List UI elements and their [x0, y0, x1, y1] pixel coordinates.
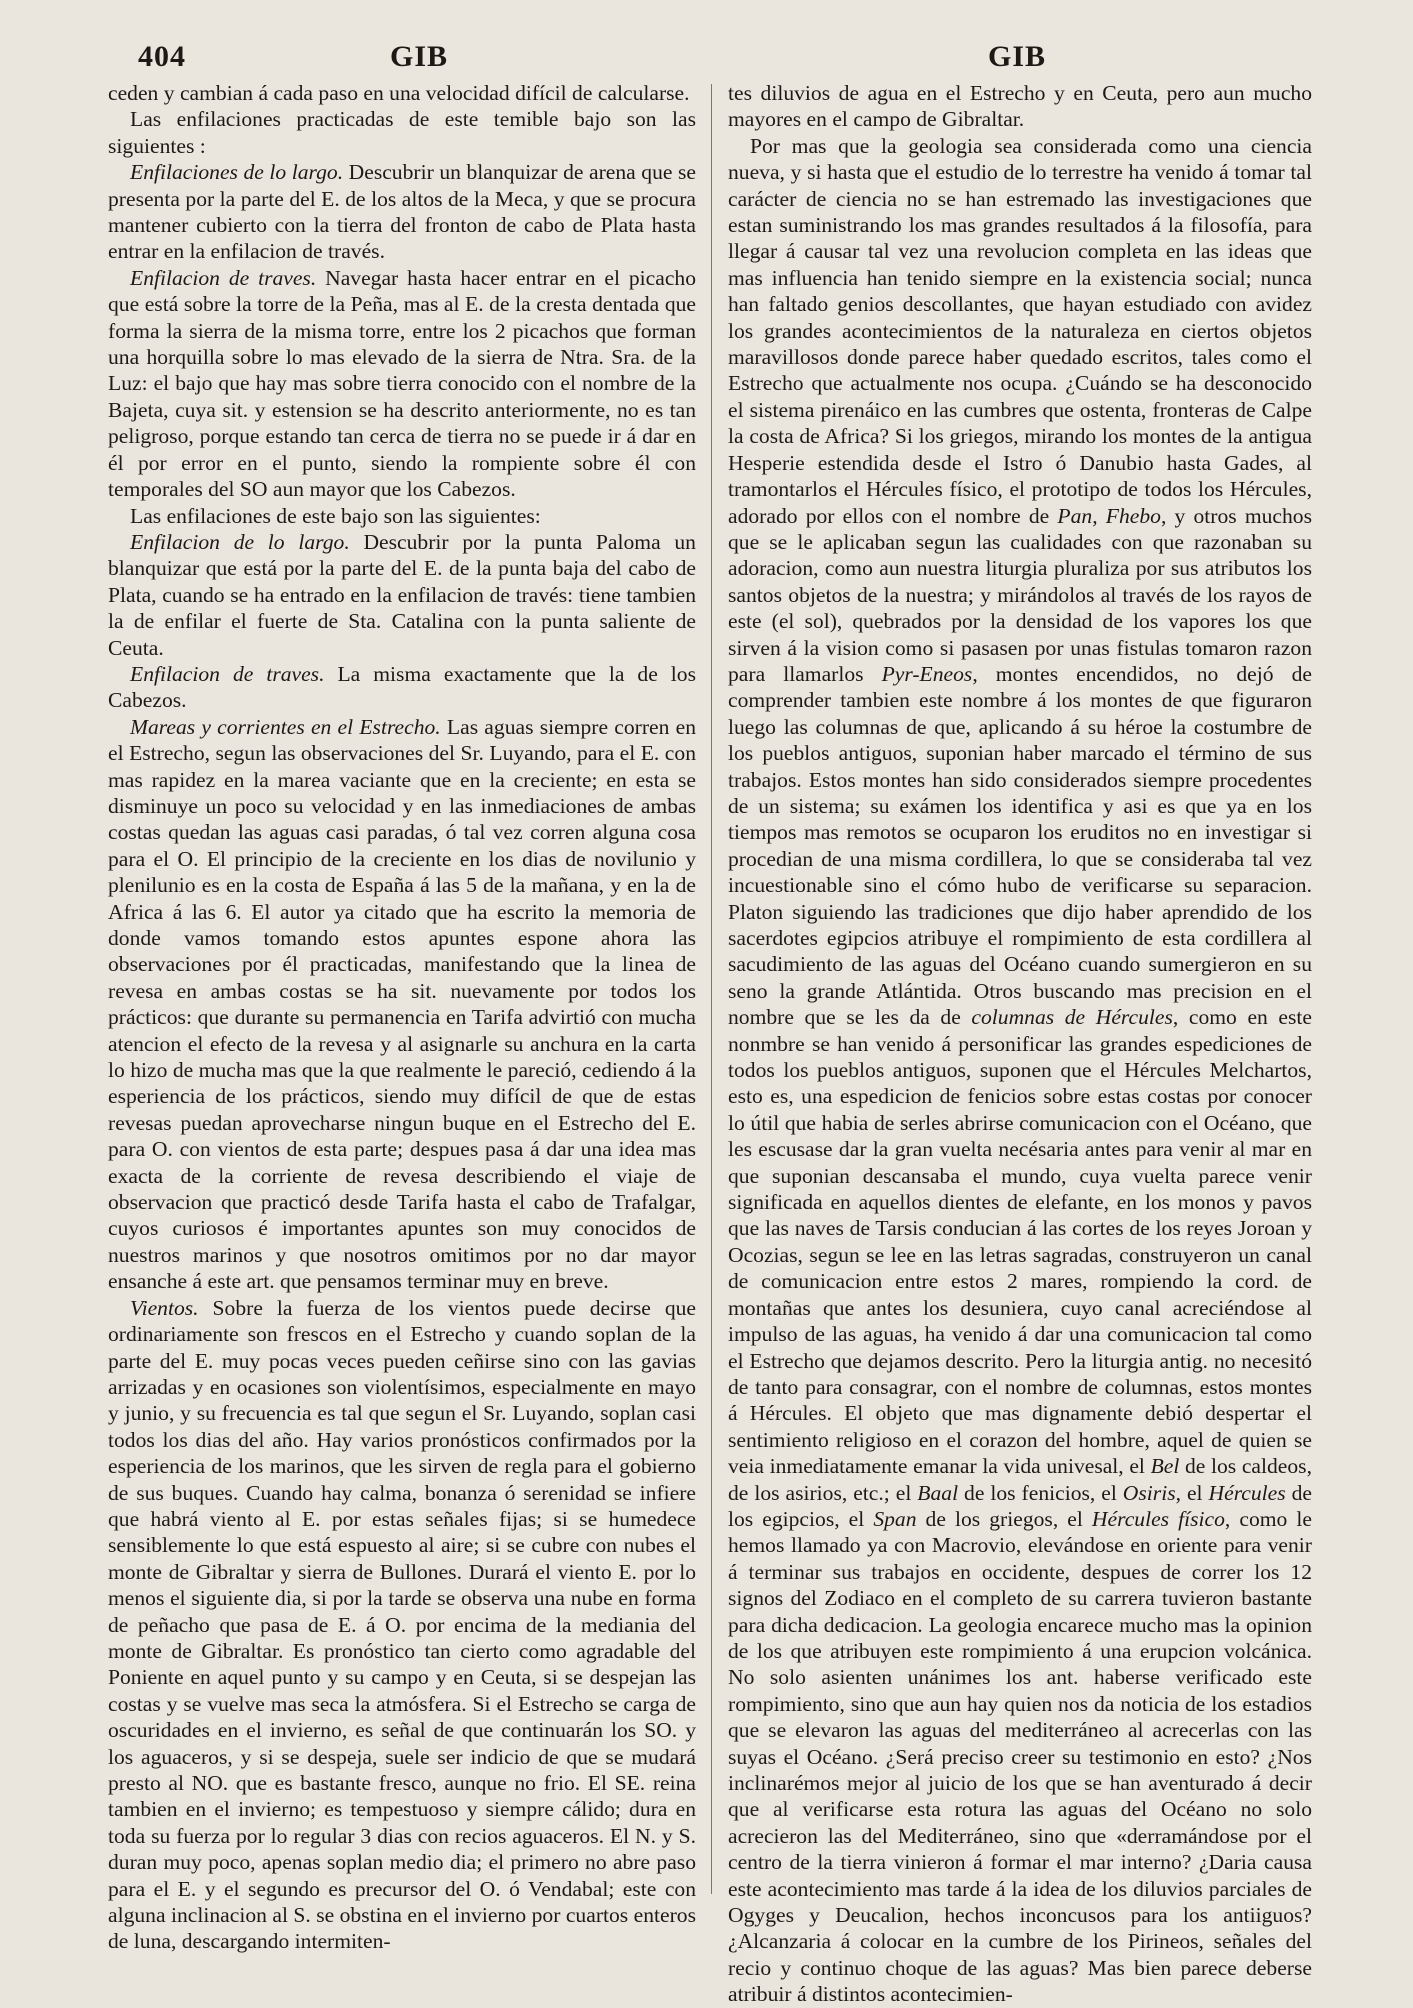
left-column	[108, 80, 697, 1954]
right-paragraph: Por mas que la geologia sea considerada como una ciencia nueva, y si hasta que el estudio de lo terrestre ha venido á tomar tal carácter de ciencia no se han estremado las investigaciones que estan suministrando los mas grandes resultados á la filosofía, para llegar á causar tal vez una revolucion completa en las ideas que mas influencia han tenido siempre en la existencia social; nunca han faltado genios descollantes, que hayan estudiado con avidez los grandes acontecimientos de la naturaleza en ciertos objetos maravillosos donde parece haber quedado escritos, tales como el Estrecho que actualmente nos ocupa. ¿Cuándo se ha desconocido el sistema pirenáico en las cumbres que ostenta, fronteras de Calpe la costa de Africa? Si los griegos, mirando los montes de la antigua Hesperie estendida desde el Istro ó Danubio hasta Gades, al tramontarlos el Hércules físico, el prototipo de todos los Hércules, adorado por ellos con el nombre de Pan, Fhebo, y otros muchos que se le aplicaban segun las cualidades con que razonaban su adoracion, como aun nuestra liturgia pluraliza por sus atributos los santos objetos de la nuestra; y mirándolos al través de los rayos de este (el sol), quebrados por la densidad de los vapores los que sirven á la vision como si pasasen por unas fistulas tomaron razon para llamarlos Pyr-Eneos, montes encendidos, no dejó de comprender tambien este nombre á los montes de que figuraron luego las columnas de que, aplicando á su héroe la costumbre de los pueblos antiguos, suponian haber marcado el término de sus trabajos. Estos montes han sido considerados siempre procedentes de un sistema; su exámen los identifica y asi es que ya en los tiempos mas remotos se ocuparon los eruditos no en investigar si procedian de una misma cordillera, lo que se consideraba tal vez incuestionable sino el cómo hubo de verificarse su separacion. Platon siguiendo las tradiciones que dijo haber aprendido de los sacerdotes egipcios atribuye el rompimiento de esta cordillera al sacudimiento de las aguas del Océano cuando sumergieron en su seno la grande Atlántida. Otros buscando mas precision en el nombre que se les da de columnas de Hércules, como en este nonmbre se han venido á personificar las grandes espediciones de todos los pueblos antiguos, suponen que el Hércules Melchartos, esto es, una espedicion de fenicios sobre estas costas por conocer lo útil que habia de serles abrirse comunicacion con el Océano, que les escusase dar la gran vuelta necésaria antes para venir al mar en que suponian descansaba el mundo, cuya vuelta parece venir significada en aquellos dientes de elefante, en los monos y pavos que las naves de Tarsis conducian á las cortes de los reyes Joroan y Ocozias, segun se lee en las letras sagradas, construyeron un canal de comunicacion entre estos 2 mares, rompiendo la cord. de montañas que antes los desuniera, cuyo canal acreciéndose al impulso de las aguas, ha venido á dar una comunicacion tal como el Estrecho que dejamos descrito. Pero la liturgia antig. no necesitó de tanto para consagrar, con el nombre de columnas, estos montes á Hércules. El objeto que mas dignamente debió despertar el sentimiento religioso en el corazon del hombre, aquel de quien se veia inmediatamente emanar la vida univesal, el Bel de los caldeos, de los asirios, etc.; el Baal de los fenicios, el Osiris, el Hércules de los egipcios, el Span de los griegos, el Hércules físico, como le hemos llamado ya con Macrovio, elevándose en oriente para venir á terminar sus trabajos en occidente, despues de correr los 12 signos del Zodiaco en el completo de su carrera tuvieron bastante para dicha dedicacion. La geologia encarece mucho mas la opinion de los que atribuyen este rompimiento á una erupcion volcánica. No solo asienten unánimes los ant. haberse verificado este rompimiento, sino que aun hay quien nos da noticia de los estadios que se elevaron las aguas del mediterráneo al acrecerlas con las suyas el Océano. ¿Será preciso creer su testimonio en esto? ¿Nos inclinarémos mejor al juicio de los que se han aventurado á decir que al verificarse esta rotura las aguas del Océano no solo acrecieron las del Mediterráneo, sino que «derramándose por el centro de la tierra vinieron á formar el mar interno? ¿Daria causa este acontecimiento mas tarde á la idea de los diluvios parciales de Ogyges y Deucalion, hechos inconcusos para los antiiguos? ¿Alcanzaria á colocar en la cumbre de los Pirineos, señales del recio y continuo choque de las aguas? Mas bien parece deberse atribuir á distintos acontecimien-	[728, 133, 1313, 2007]
left-paragraph: Enfilaciones de lo largo. Descubrir un blanquizar de arena que se presenta por la parte del E. de los altos de la Meca, y que se procura mantener cubierto con la tierra del fronton de cabo de Plata hasta entrar en la enfilacion de través.	[108, 160, 696, 264]
italic-term: Pan	[1057, 503, 1093, 528]
left-paragraph: Enfilacion de traves. La misma exactamente que la de los Cabezos.	[108, 661, 697, 713]
left-paragraph: Las enfilaciones practicadas de este temible bajo son las siguientes :	[108, 107, 696, 158]
page-number: 404	[138, 40, 186, 73]
left-paragraph: Las enfilaciones de este bajo son las siguientes:	[130, 503, 541, 528]
italic-term: Fhebo	[1105, 503, 1161, 528]
left-paragraph: Mareas y corrientes en el Estrecho. Las aguas siempre corren en el Estrecho, segun las observaciones del Sr. Luyando, para el E. con mas rapidez en la marea vaciante que en la creciente; en esta se disminuye un poco su velocidad y en las inmediaciones de ambas costas quedan las aguas casi paradas, ó tal vez corren alguna cosa para el O. El principio de la creciente en los dias de novilunio y plenilunio es en la costa de España á las 5 de la mañana, y en la de Africa á las 6. El autor ya citado que ha escrito la memoria de donde vamos tomando estos apuntes espone ahora las observaciones por él practicadas, manifestando que la linea de revesa en ambas costas se ha sit. nuevamente por todos los prácticos: que durante su permanencia en Tarifa advirtió con mucha atencion el efecto de la revesa y al asignarle su anchura en la carta lo hizo de mucha mas que la que realmente le pareció, cediendo á la esperiencia de los prácticos, siendo muy difícil de que de estas revesas puedan aprovecharse ningun buque en el Estrecho del E. para O. con vientos de esta parte; despues pasa á dar una idea mas exacta de la corriente de revesa describiendo el viaje de observacion que practicó desde Tarifa hasta el cabo de Trafalgar, cuyos curiosos é importantes apuntes son muy conocidos de nuestros marinos y que nosotros omitimos por no dar mayor ensanche á este art. que pensamos terminar muy en breve.	[108, 714, 696, 1294]
left-running-title: GIB	[390, 40, 449, 73]
left-paragraph: Vientos. Sobre la fuerza de los vientos puede decirse que ordinariamente son frescos en el Estrecho y cuando soplan de la parte del E. muy pocas veces pueden ceñirse sino con las gavias arrizadas y en ocasiones son violentísimos, especialmente en mayo y junio, y su frecuencia es tal que segun el Sr. Luyando, soplan casi todos los dias del año. Hay varios pronósticos confirmados por la esperiencia de los marinos, que les sirven de regla para el gobierno de sus buques. Cuando hay calma, bonanza ó serenidad se infiere que habrá viento al E. por estas señales fijas; si se humedece sensiblemente lo que está espuesto al aire; si se cubre con nubes el monte de Gibraltar y sierra de Bullones. Durará el viento E. por lo menos el siguiente dia, si por la tarde se observa una nube en forma de peñacho que pasa de E. á O. por encima de la mediania del monte de Gibraltar. Es pronóstico tan cierto como agradable del Poniente en aquel punto y su campo y en Ceuta, si se despejan las costas y se vuelve mas seca la atmósfera. Si el Estrecho se carga de oscuridades en el invierno, es señal de que continuarán los SO. y los aguaceros, y si se despeja, suele ser indicio de que se mudará presto al NO. que es bastante fresco, aunque no frio. El SE. reina tambien en el invierno; es tempestuoso y siempre cálido; dura en toda su fuerza por lo regular 3 dias con recios aguaceros. El N. y S. duran muy poco, apenas soplan medio dia; el primero no abre paso para el E. y el segundo es precursor del O. ó Vendabal; este con alguna inclinacion al S. se obstina en el invierno por cuartos enteros de luna, descargando intermiten-	[108, 1295, 696, 1954]
paragraph-lead: Vientos.	[130, 1295, 199, 1320]
italic-term: Osiris	[1122, 1480, 1176, 1505]
column-divider	[711, 84, 712, 1894]
paragraph-lead: Enfilaciones de lo largo.	[130, 160, 344, 185]
paragraph-lead: Mareas y corrientes en el Estrecho.	[130, 714, 441, 739]
italic-term: Hércules físico	[1091, 1506, 1225, 1531]
page-header	[0, 40, 1413, 78]
right-paragraph: tes diluvios de agua en el Estrecho y en Ceuta, pero aun mucho mayores en el campo de Gibraltar.	[728, 81, 1312, 132]
italic-term: columnas de Hércules	[971, 1005, 1173, 1030]
right-running-title: GIB	[988, 40, 1047, 73]
italic-term: Span	[873, 1506, 917, 1531]
italic-term: Hércules	[1208, 1480, 1286, 1505]
right-column	[728, 80, 1313, 2007]
italic-term: Pyr-Eneos	[881, 661, 973, 686]
left-paragraph: Enfilacion de lo largo. Descubrir por la punta Paloma un blanquizar que está por la parte del E. de la punta baja del cabo de Plata, cuando se ha entrado en la enfilacion de través: tiene tambien la de enfilar el fuerte de Sta. Catalina con la punta saliente de Ceuta.	[108, 529, 696, 660]
left-paragraph: ceden y cambian á cada paso en una velocidad difícil de calcularse.	[108, 81, 690, 105]
italic-term: Bel	[1150, 1454, 1180, 1479]
paragraph-lead: Enfilacion de traves.	[130, 661, 325, 686]
italic-term: Baal	[917, 1480, 959, 1505]
paragraph-lead: Enfilacion de lo largo.	[130, 529, 350, 554]
left-paragraph: Enfilacion de traves. Navegar hasta hacer entrar en el picacho que está sobre la torre de la Peña, mas al E. de la cresta dentada que forma la sierra de la misma torre, entre los 2 picachos que forman una horquilla sobre lo mas elevado de la sierra de Ntra. Sra. de la Luz: el bajo que hay mas sobre tierra conocido con el nombre de la Bajeta, cuya sit. y estension se ha descrito anteriormente, no es tan peligroso, porque estando tan cerca de tierra no se puede ir á dar en él por error en el punto, siendo la rompiente sobre él con temporales del SO aun mayor que los Cabezos.	[108, 265, 696, 502]
paragraph-lead: Enfilacion de traves.	[130, 265, 317, 290]
